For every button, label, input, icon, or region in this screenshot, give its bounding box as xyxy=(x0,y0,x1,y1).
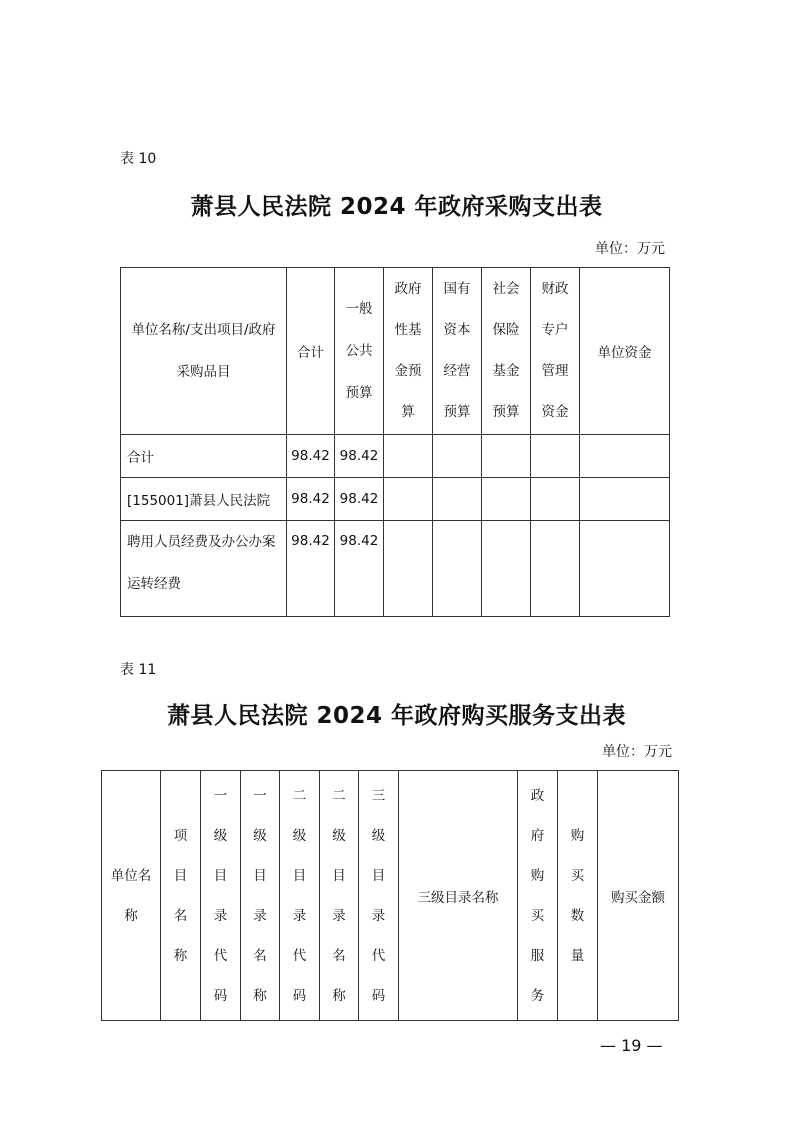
header-line: 保险 xyxy=(492,322,520,338)
government-service-purchase-table xyxy=(101,770,679,1021)
header-line: 经营 xyxy=(443,363,471,379)
header-line: 录 xyxy=(332,907,346,924)
header-line: 录 xyxy=(292,907,307,924)
row-name-line: 运转经费 xyxy=(127,576,181,592)
header-line: 服 xyxy=(530,947,545,964)
header-line: 政 xyxy=(530,787,545,804)
table-row xyxy=(121,521,670,617)
header-line: 项 xyxy=(173,827,188,844)
row-general-budget: 98.42 xyxy=(335,435,384,478)
table-header-row xyxy=(121,268,670,435)
header-purchase-amount xyxy=(598,771,679,1021)
header-line: 社会 xyxy=(492,281,520,297)
header-line: 称 xyxy=(124,907,138,924)
header-line: 二 xyxy=(292,787,307,804)
header-line: 码 xyxy=(213,987,228,1004)
header-line: 级 xyxy=(213,827,228,844)
header-level1-name xyxy=(241,771,280,1021)
header-line: 级 xyxy=(292,827,307,844)
header-line: 基金 xyxy=(492,363,520,379)
header-line: 称 xyxy=(173,947,188,964)
header-line: 代 xyxy=(213,947,228,964)
header-line: 一般 xyxy=(345,301,373,317)
header-line: 一 xyxy=(213,787,228,804)
header-line: 级 xyxy=(371,827,386,844)
header-line: 名 xyxy=(253,947,267,964)
header-line: 购 xyxy=(570,827,585,844)
header-line: 一 xyxy=(253,787,267,804)
header-state-capital-budget xyxy=(433,268,482,435)
header-unit-funds xyxy=(580,268,670,435)
header-line: 目 xyxy=(292,867,307,884)
header-level3-name xyxy=(399,771,518,1021)
row-general-budget: 98.42 xyxy=(335,478,384,521)
empty-cell xyxy=(531,478,580,521)
header-line: 买 xyxy=(530,907,545,924)
table-row xyxy=(121,435,670,478)
header-level2-code xyxy=(280,771,320,1021)
row-name: 合计 xyxy=(121,435,287,478)
header-line: 算 xyxy=(401,404,415,420)
table-row xyxy=(121,478,670,521)
table11-label: 表 11 xyxy=(120,662,157,678)
table10-unit: 单位：万元 xyxy=(595,241,665,257)
header-line: 单位名 xyxy=(110,867,152,884)
header-line: 级 xyxy=(332,827,346,844)
header-line: 预算 xyxy=(492,404,520,420)
empty-cell xyxy=(433,478,482,521)
header-line: 合计 xyxy=(297,345,324,361)
header-line: 购买金额 xyxy=(611,889,665,906)
header-line: 三级目录名称 xyxy=(417,889,499,906)
header-line: 性基 xyxy=(394,322,422,338)
header-line: 务 xyxy=(530,987,545,1004)
header-line: 国有 xyxy=(443,281,471,297)
header-line: 预算 xyxy=(345,385,373,401)
empty-cell xyxy=(433,521,482,617)
table10-label: 表 10 xyxy=(120,151,157,167)
header-line: 目 xyxy=(173,867,188,884)
empty-cell xyxy=(433,435,482,478)
header-level2-name xyxy=(320,771,359,1021)
row-total: 98.42 xyxy=(287,435,335,478)
empty-cell xyxy=(531,435,580,478)
header-line: 专户 xyxy=(541,322,569,338)
header-line: 买 xyxy=(570,867,585,884)
header-line: 单位资金 xyxy=(597,345,652,361)
header-line: 称 xyxy=(253,987,267,1004)
header-total xyxy=(287,268,335,435)
header-line: 录 xyxy=(253,907,267,924)
header-project-name xyxy=(161,771,201,1021)
empty-cell xyxy=(482,435,531,478)
header-line: 金预 xyxy=(394,363,422,379)
empty-cell xyxy=(580,521,670,617)
header-line: 码 xyxy=(371,987,386,1004)
header-line: 代 xyxy=(292,947,307,964)
empty-cell xyxy=(384,435,433,478)
header-unit-name xyxy=(121,268,287,435)
header-level1-code xyxy=(201,771,241,1021)
header-line: 目 xyxy=(253,867,267,884)
header-general-budget xyxy=(335,268,384,435)
header-line: 府 xyxy=(530,827,545,844)
header-line: 名 xyxy=(173,907,188,924)
header-line: 级 xyxy=(253,827,267,844)
header-line: 录 xyxy=(371,907,386,924)
header-line: 管理 xyxy=(541,363,569,379)
header-gov-service-purchase xyxy=(518,771,558,1021)
header-level3-code xyxy=(359,771,399,1021)
row-total: 98.42 xyxy=(287,521,335,617)
header-line: 名 xyxy=(332,947,346,964)
header-line: 购 xyxy=(530,867,545,884)
header-line: 码 xyxy=(292,987,307,1004)
row-name-line: 聘用人员经费及办公办案 xyxy=(127,534,276,550)
header-line: 资本 xyxy=(443,322,471,338)
table10-title: 萧县人民法院 2024 年政府采购支出表 xyxy=(190,194,603,220)
header-gov-fund-budget xyxy=(384,268,433,435)
header-line: 三 xyxy=(371,787,386,804)
header-line: 录 xyxy=(213,907,228,924)
header-line: 目 xyxy=(332,867,346,884)
header-line: 二 xyxy=(332,787,346,804)
empty-cell xyxy=(531,521,580,617)
header-line: 公共 xyxy=(345,343,373,359)
empty-cell xyxy=(580,478,670,521)
header-special-account-funds xyxy=(531,268,580,435)
row-total: 98.42 xyxy=(287,478,335,521)
empty-cell xyxy=(580,435,670,478)
header-line: 目 xyxy=(213,867,228,884)
government-procurement-table xyxy=(120,267,670,617)
header-line: 单位名称/支出项目/政府 xyxy=(131,322,276,338)
header-line: 资金 xyxy=(541,404,569,420)
header-line: 代 xyxy=(371,947,386,964)
header-line: 采购品目 xyxy=(176,364,231,380)
header-line: 财政 xyxy=(541,281,569,297)
row-name xyxy=(121,521,287,617)
table11-unit: 单位：万元 xyxy=(602,744,672,760)
page-number: — 19 — xyxy=(600,1036,663,1055)
empty-cell xyxy=(384,478,433,521)
header-line: 称 xyxy=(332,987,346,1004)
header-line: 政府 xyxy=(394,281,422,297)
header-unit-name xyxy=(102,771,161,1021)
row-name: [155001]萧县人民法院 xyxy=(121,478,287,521)
header-line: 目 xyxy=(371,867,386,884)
table11-title: 萧县人民法院 2024 年政府购买服务支出表 xyxy=(166,703,627,729)
header-purchase-quantity xyxy=(558,771,598,1021)
header-line: 量 xyxy=(570,947,585,964)
header-line: 预算 xyxy=(443,404,471,420)
empty-cell xyxy=(482,478,531,521)
header-social-insurance-budget xyxy=(482,268,531,435)
header-line: 数 xyxy=(570,907,585,924)
row-general-budget: 98.42 xyxy=(335,521,384,617)
table-header-row xyxy=(102,771,679,1021)
empty-cell xyxy=(482,521,531,617)
empty-cell xyxy=(384,521,433,617)
